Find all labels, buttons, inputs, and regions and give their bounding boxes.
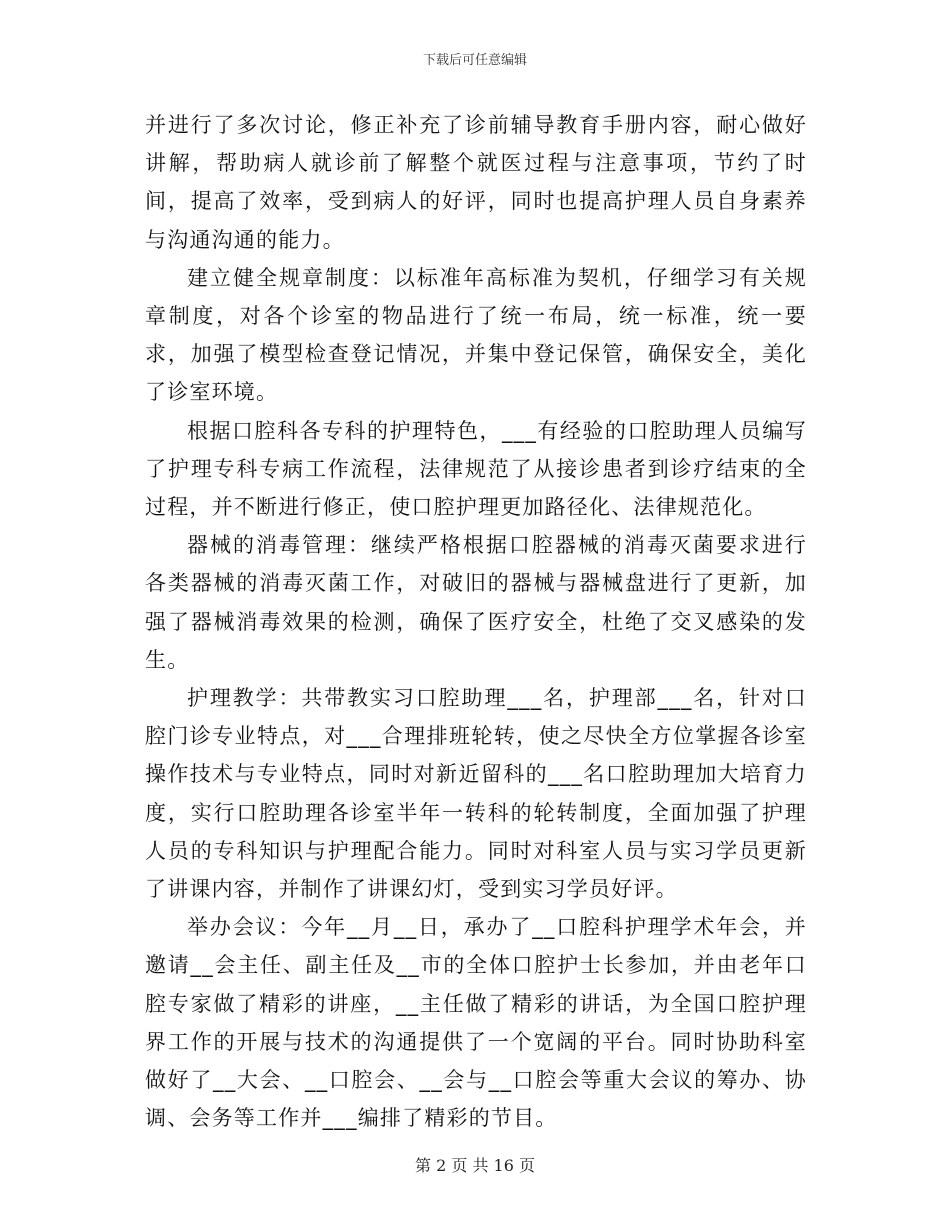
paragraph-5: 护理教学：共带教实习口腔助理___名，护理部___名，针对口腔门诊专业特点，对___合理排班轮转，使之尽快全方位掌握各诊室操作技术与专业特点，同时对新近留科的___名口腔助理加大培育力度，实行口腔助理各诊室半年一转科的轮转制度，全面加强了护理人员的专科知识与护理配合能力。同时对科室人员与实习学员更新了讲课内容，并制作了讲课幻灯，受到实习学员好评。 — [145, 686, 807, 902]
paragraph-1: 并进行了多次讨论，修正补充了诊前辅导教育手册内容，耐心做好讲解，帮助病人就诊前了解整个就医过程与注意事项，节约了时间，提高了效率，受到病人的好评，同时也提高护理人员自身素养与沟通沟通的能力。 — [145, 113, 807, 252]
page-header: 下载后可任意编辑 — [422, 53, 527, 68]
paragraph-4: 器械的消毒管理：继续严格根据口腔器械的消毒灭菌要求进行各类器械的消毒灭菌工作，对破旧的器械与器械盘进行了更新，加强了器械消毒效果的检测，确保了医疗安全，杜绝了交叉感染的发生。 — [145, 533, 807, 672]
paragraph-6: 举办会议：今年__月__日，承办了__口腔科护理学术年会，并邀请__会主任、副主任及__市的全体口腔护士长参加，并由老年口腔专家做了精彩的讲座，__主任做了精彩的讲话，为全国口腔护理界工作的开展与技术的沟通提供了一个宽阔的平台。同时协助科室做好了__大会、__口腔会、__会与__口腔会等重大会议的筹办、协调、会务等工作并___编排了精彩的节目。 — [145, 915, 807, 1131]
document-body — [145, 106, 807, 1137]
paragraph-3: 根据口腔科各专科的护理特色，___有经验的口腔助理人员编写了护理专科专病工作流程，法律规范了从接诊患者到诊疗结束的全过程，并不断进行修正，使口腔护理更加路径化、法律规范化。 — [145, 418, 807, 520]
paragraph-2: 建立健全规章制度：以标准年高标准为契机，仔细学习有关规章制度，对各个诊室的物品进行了统一布局，统一标准，统一要求，加强了模型检查登记情况，并集中登记保管，确保安全，美化了诊室环境。 — [145, 265, 807, 405]
page-number-footer: 第 2 页 共 16 页 — [415, 1156, 535, 1175]
